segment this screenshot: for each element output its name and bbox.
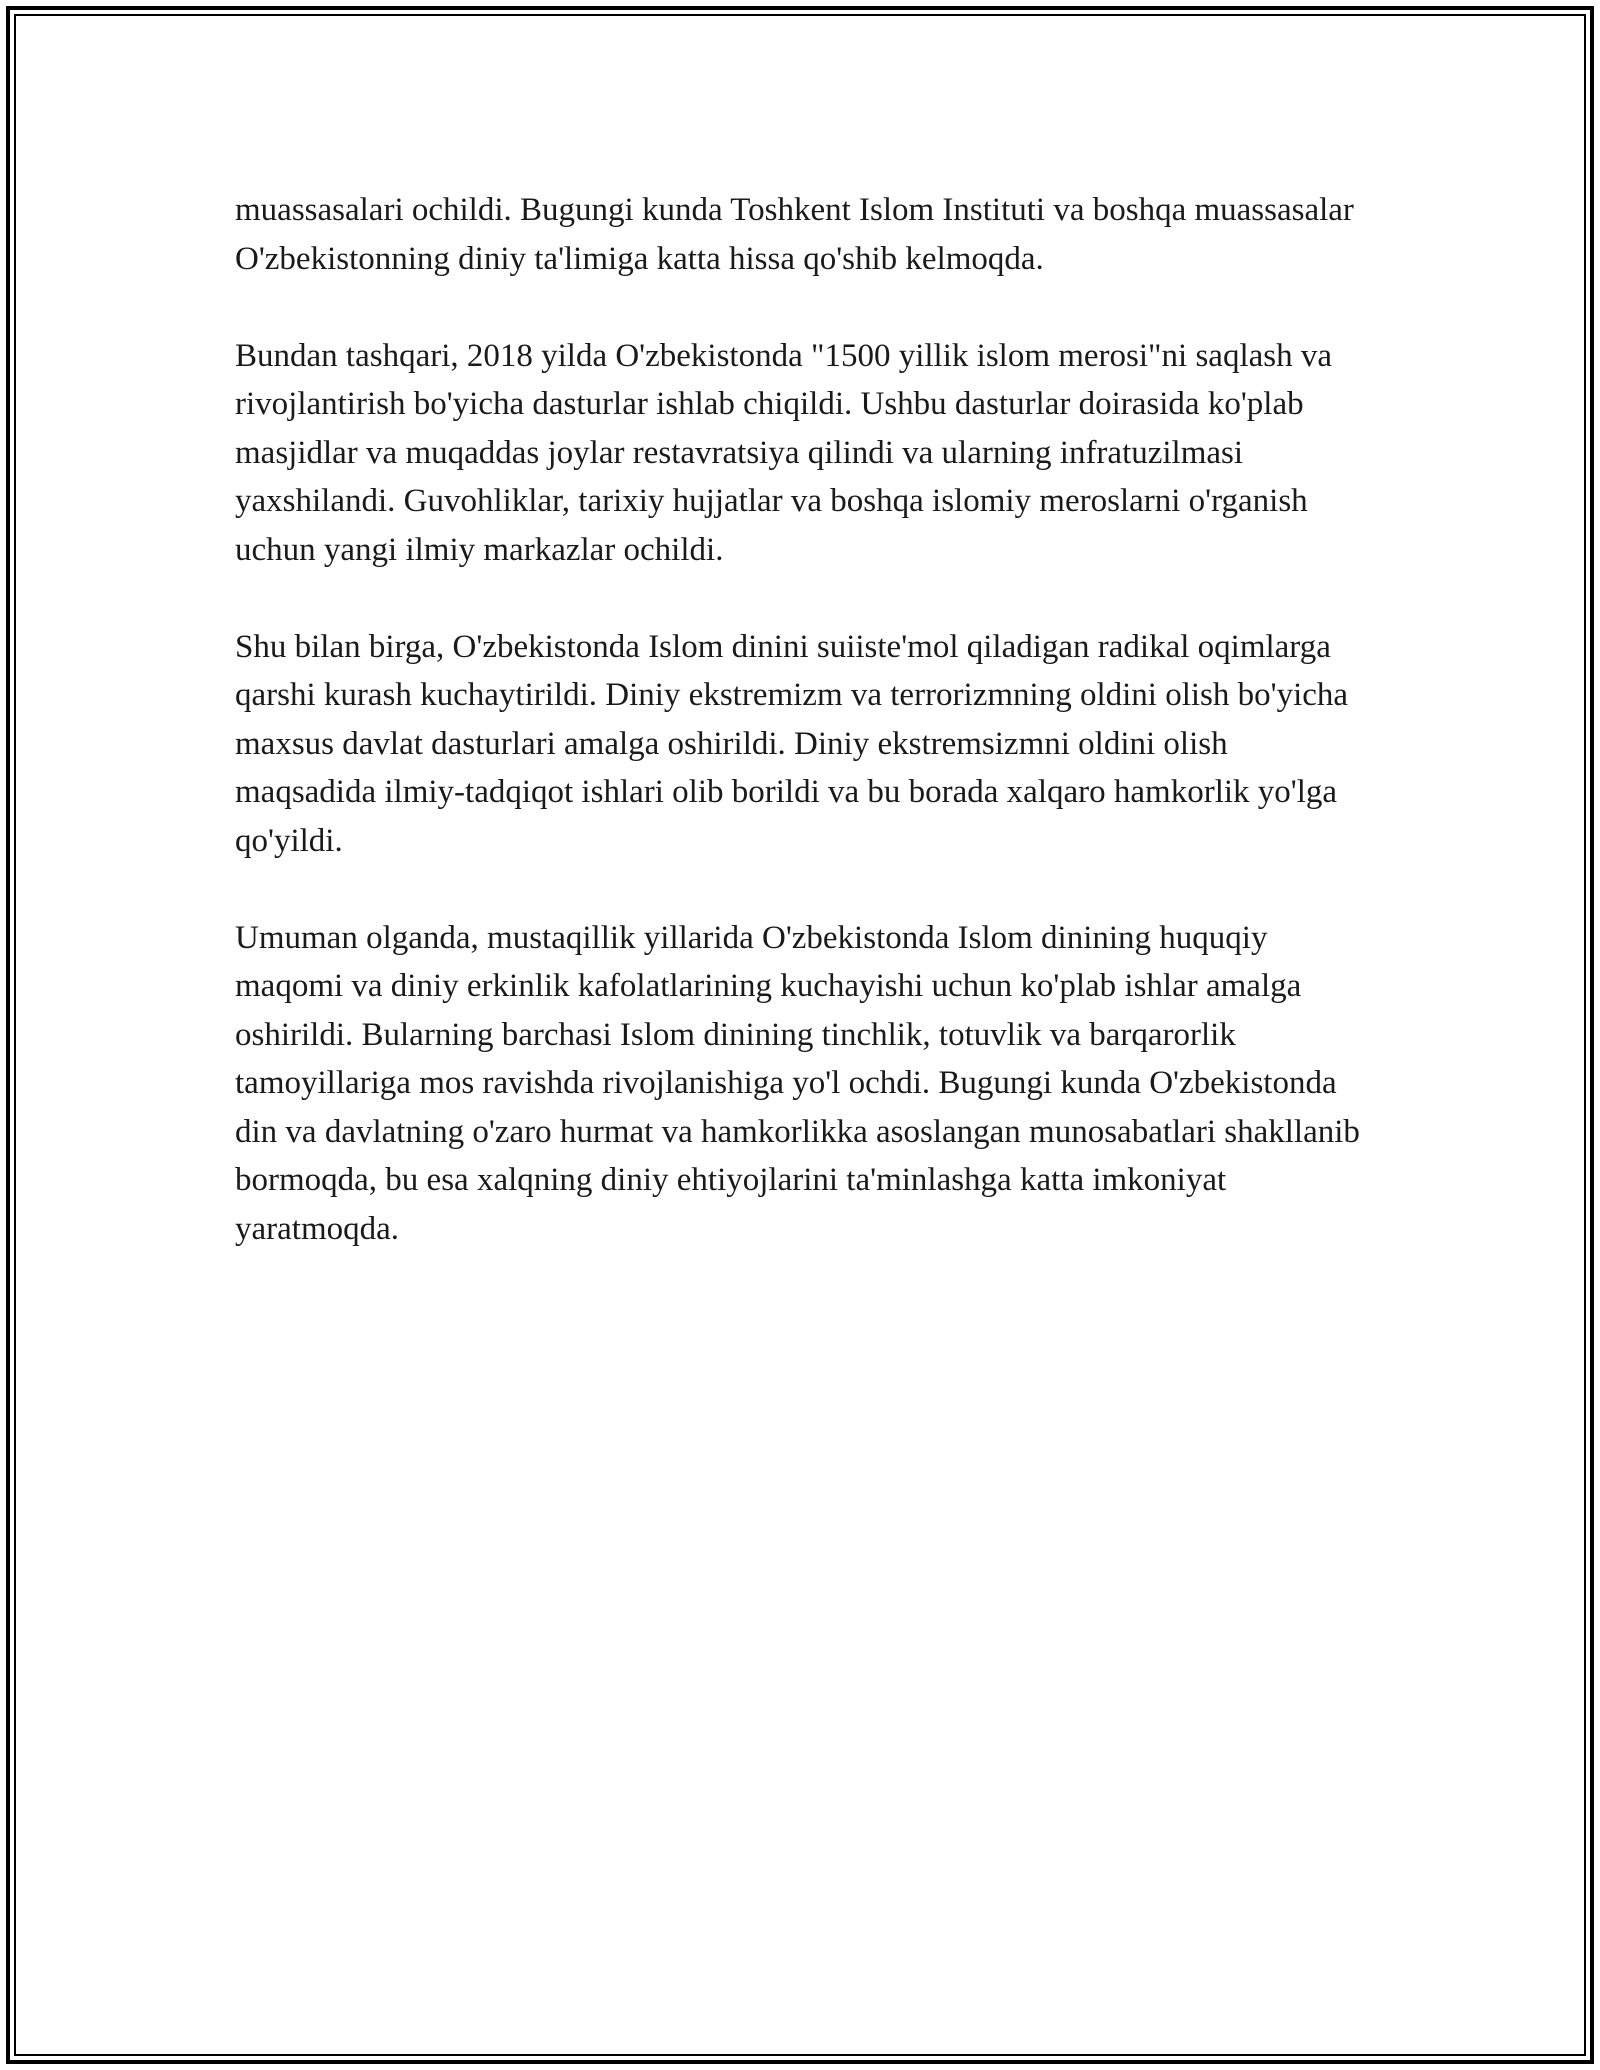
paragraph-2: Bundan tashqari, 2018 yilda O'zbekistonda "1500 yillik islom merosi"ni saqlash va rivojlantirish bo'yicha dasturlar ishlab chiqildi. Ushbu dasturlar doirasida ko'plab masjidlar va muqaddas joylar restavratsiya qilindi va ularning infratuzilmasi yaxshilandi. Guvohliklar, tarixiy hujjatlar va boshqa islomiy meroslarni o'rganish uchun yangi ilmiy markazlar ochildi.: [235, 337, 1332, 568]
paragraph-3: Shu bilan birga, O'zbekistonda Islom dinini suiiste'mol qiladigan radikal oqimlarga qarshi kurash kuchaytirildi. Diniy ekstremizm va terrorizmning oldini olish bo'yicha maxsus davlat dasturlari amalga oshirildi. Diniy ekstremsizmni oldini olish maqsadida ilmiy-tadqiqot ishlari olib borildi va bu borada xalqaro hamkorlik yo'lga qo'yildi.: [235, 628, 1349, 859]
paragraph-1: muassasalari ochildi. Bugungi kunda Toshkent Islom Instituti va boshqa muassasalar O'zbekistonning diniy ta'limiga katta hissa qo'shib kelmoqda.: [235, 192, 1354, 277]
document-body: [235, 186, 1375, 1253]
paragraph-4: Umuman olganda, mustaqillik yillarida O'zbekistonda Islom dinining huquqiy maqomi va diniy erkinlik kafolatlarining kuchayishi uchun ko'plab ishlar amalga oshirildi. Bularning barchasi Islom dinining tinchlik, totuvlik va barqarorlik tamoyillariga mos ravishda rivojlanishiga yo'l ochdi. Bugungi kunda O'zbekistonda din va davlatning o'zaro hurmat va hamkorlikka asoslangan munosabatlari shakllanib bormoqda, bu esa xalqning diniy ehtiyojlarini ta'minlashga katta imkoniyat yaratmoqda.: [235, 919, 1360, 1247]
